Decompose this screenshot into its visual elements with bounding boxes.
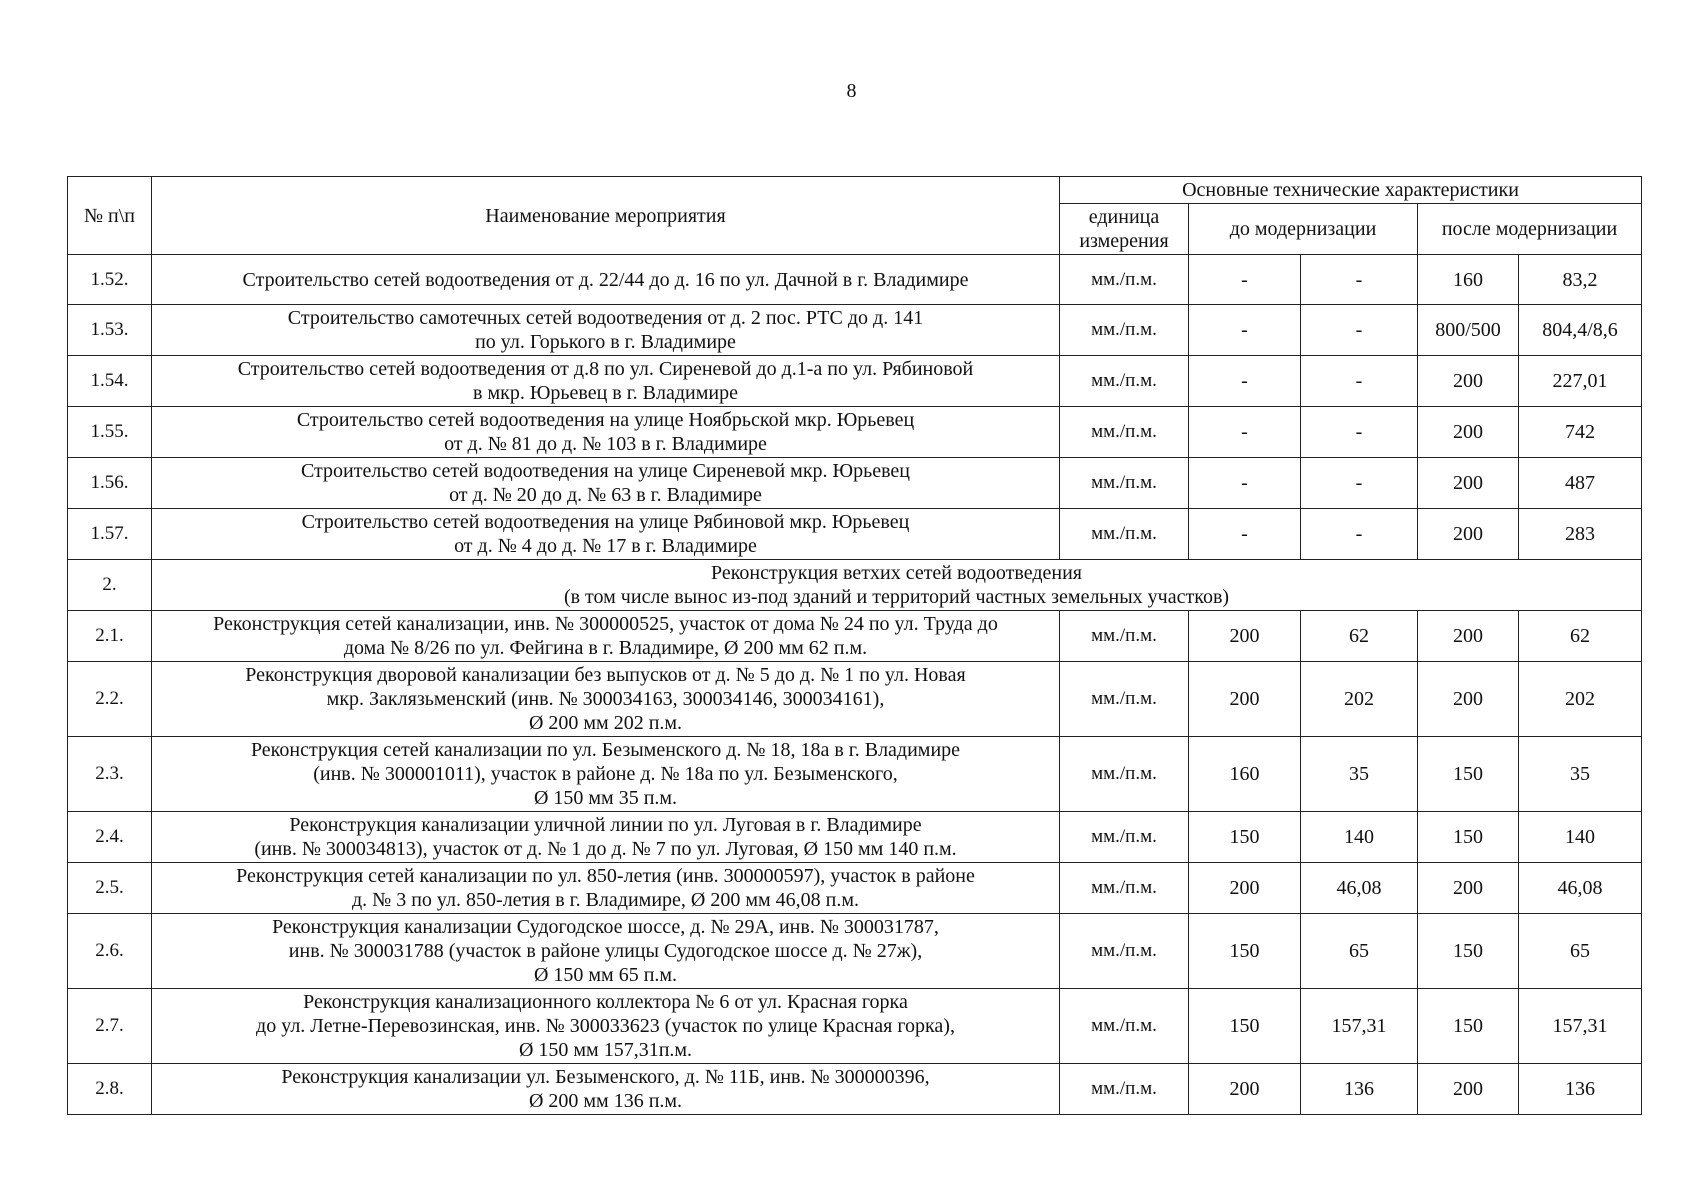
row-unit: мм./п.м.: [1060, 863, 1189, 914]
row-name-line: дома № 8/26 по ул. Фейгина в г. Владимире, Ø 200 мм 62 п.м.: [343, 637, 868, 659]
row-name-line: Реконструкция канализации уличной линии по ул. Луговая в г. Владимире: [289, 814, 922, 836]
row-name: [152, 863, 1060, 914]
before-diameter: 150: [1189, 914, 1301, 989]
header-num: № п\п: [68, 177, 152, 255]
row-name-line: Строительство сетей водоотведения на улице Ноябрьской мкр. Юрьевец: [296, 409, 915, 431]
before-length: 65: [1301, 914, 1418, 989]
row-name-line: д. № 3 по ул. 850-летия в г. Владимире, Ø 200 мм 46,08 п.м.: [351, 889, 860, 911]
row-unit: мм./п.м.: [1060, 737, 1189, 812]
before-diameter: -: [1189, 356, 1301, 407]
after-length: 227,01: [1519, 356, 1642, 407]
table-row: [68, 458, 1642, 509]
row-name-line: Реконструкция сетей канализации, инв. № 300000525, участок от дома № 24 по ул. Труда до: [213, 613, 998, 635]
row-unit: мм./п.м.: [1060, 662, 1189, 737]
row-name-line: (инв. № 300001011), участок в районе д. № 18а по ул. Безыменского,: [313, 763, 898, 785]
row-name-line: Реконструкция дворовой канализации без выпусков от д. № 5 до д. № 1 по ул. Новая: [245, 664, 966, 686]
row-name-line: Реконструкция канализационного коллектора № 6 от ул. Красная горка: [303, 991, 908, 1013]
row-name: [152, 662, 1060, 737]
row-name: [152, 458, 1060, 509]
row-number: 2.3.: [68, 737, 152, 812]
after-diameter: 200: [1418, 458, 1519, 509]
header-unit: единица измерения: [1060, 204, 1189, 255]
before-diameter: 200: [1189, 611, 1301, 662]
row-unit: мм./п.м.: [1060, 989, 1189, 1064]
after-length: 62: [1519, 611, 1642, 662]
row-unit: мм./п.м.: [1060, 356, 1189, 407]
table-row: [68, 255, 1642, 305]
after-length: 487: [1519, 458, 1642, 509]
before-diameter: -: [1189, 255, 1301, 305]
after-diameter: 160: [1418, 255, 1519, 305]
row-name-line: Ø 200 мм 202 п.м.: [528, 712, 683, 734]
row-name-line: инв. № 300031788 (участок в районе улицы Судогодское шоссе д. № 27ж),: [288, 940, 923, 962]
after-diameter: 150: [1418, 737, 1519, 812]
after-length: 65: [1519, 914, 1642, 989]
row-number: 2.4.: [68, 812, 152, 863]
after-diameter: 150: [1418, 989, 1519, 1064]
before-diameter: 150: [1189, 989, 1301, 1064]
header-name: Наименование мероприятия: [152, 177, 1060, 255]
header-group: Основные технические характеристики: [1060, 177, 1642, 204]
before-length: 202: [1301, 662, 1418, 737]
row-name: [152, 914, 1060, 989]
after-diameter: 200: [1418, 509, 1519, 560]
row-name: [152, 255, 1060, 305]
table-row: [68, 812, 1642, 863]
before-diameter: 200: [1189, 1064, 1301, 1115]
row-name-line: Реконструкция канализации ул. Безыменского, д. № 11Б, инв. № 300000396,: [281, 1066, 930, 1088]
after-length: 140: [1519, 812, 1642, 863]
section-title-line: Реконструкция ветхих сетей водоотведения: [710, 562, 1082, 584]
before-length: 140: [1301, 812, 1418, 863]
after-length: 742: [1519, 407, 1642, 458]
row-name: [152, 305, 1060, 356]
before-length: -: [1301, 407, 1418, 458]
after-diameter: 800/500: [1418, 305, 1519, 356]
row-name: [152, 356, 1060, 407]
row-name-line: Строительство сетей водоотведения от д. 22/44 до д. 16 по ул. Дачной в г. Владимире: [242, 268, 969, 291]
table-row: [68, 407, 1642, 458]
row-name-line: Реконструкция канализации Судогодское шоссе, д. № 29А, инв. № 300031787,: [272, 916, 939, 938]
before-length: 46,08: [1301, 863, 1418, 914]
after-diameter: 150: [1418, 914, 1519, 989]
section-num: 2.: [68, 560, 152, 611]
header-before: до модернизации: [1189, 204, 1418, 255]
before-diameter: 150: [1189, 812, 1301, 863]
after-diameter: 200: [1418, 863, 1519, 914]
row-name: [152, 1064, 1060, 1115]
row-number: 2.8.: [68, 1064, 152, 1115]
after-length: 83,2: [1519, 255, 1642, 305]
row-number: 2.1.: [68, 611, 152, 662]
row-number: 1.53.: [68, 305, 152, 356]
row-name-line: Ø 150 мм 35 п.м.: [533, 787, 678, 809]
after-diameter: 150: [1418, 812, 1519, 863]
row-number: 1.57.: [68, 509, 152, 560]
before-diameter: 200: [1189, 662, 1301, 737]
row-unit: мм./п.м.: [1060, 255, 1189, 305]
section-2: [68, 560, 1642, 611]
before-diameter: -: [1189, 305, 1301, 356]
after-diameter: 200: [1418, 611, 1519, 662]
before-length: 35: [1301, 737, 1418, 812]
after-length: 804,4/8,6: [1519, 305, 1642, 356]
row-unit: мм./п.м.: [1060, 305, 1189, 356]
table-row: [68, 662, 1642, 737]
row-unit: мм./п.м.: [1060, 407, 1189, 458]
row-name-line: Ø 150 мм 157,31п.м.: [518, 1039, 693, 1061]
after-length: 35: [1519, 737, 1642, 812]
table-row: [68, 1064, 1642, 1115]
table-row: [68, 356, 1642, 407]
row-name: [152, 407, 1060, 458]
after-diameter: 200: [1418, 662, 1519, 737]
after-length: 202: [1519, 662, 1642, 737]
table-row: [68, 611, 1642, 662]
row-name: [152, 812, 1060, 863]
after-length: 283: [1519, 509, 1642, 560]
before-diameter: 160: [1189, 737, 1301, 812]
after-length: 46,08: [1519, 863, 1642, 914]
row-number: 1.52.: [68, 255, 152, 305]
row-number: 1.55.: [68, 407, 152, 458]
before-length: -: [1301, 458, 1418, 509]
row-name-line: Реконструкция сетей канализации по ул. Безыменского д. № 18, 18а в г. Владимире: [250, 739, 961, 761]
after-diameter: 200: [1418, 407, 1519, 458]
after-diameter: 200: [1418, 1064, 1519, 1115]
header-after: после модернизации: [1418, 204, 1642, 255]
page-number: 8: [846, 80, 857, 102]
before-length: 157,31: [1301, 989, 1418, 1064]
measures-table: [67, 176, 1642, 1115]
row-unit: мм./п.м.: [1060, 458, 1189, 509]
row-name-line: до ул. Летне-Перевозинская, инв. № 300033623 (участок по улице Красная горка),: [256, 1015, 955, 1037]
row-name-line: по ул. Горького в г. Владимире: [475, 331, 736, 353]
section-title-line: (в том числе вынос из-под зданий и территорий частных земельных участков): [563, 586, 1230, 608]
row-name-line: Строительство сетей водоотведения на улице Рябиновой мкр. Юрьевец: [301, 511, 910, 533]
before-length: 136: [1301, 1064, 1418, 1115]
table-row: [68, 737, 1642, 812]
before-length: 62: [1301, 611, 1418, 662]
after-length: 136: [1519, 1064, 1642, 1115]
row-name-line: Ø 200 мм 136 п.м.: [528, 1090, 683, 1112]
table-row: [68, 305, 1642, 356]
row-number: 2.6.: [68, 914, 152, 989]
before-length: -: [1301, 356, 1418, 407]
row-name-line: от д. № 81 до д. № 103 в г. Владимире: [444, 433, 767, 455]
after-length: 157,31: [1519, 989, 1642, 1064]
row-number: 1.56.: [68, 458, 152, 509]
row-name-line: в мкр. Юрьевец в г. Владимире: [473, 382, 738, 404]
table-body-part2: [68, 611, 1642, 1115]
before-diameter: -: [1189, 458, 1301, 509]
row-name: [152, 509, 1060, 560]
row-number: 1.54.: [68, 356, 152, 407]
row-name-line: мкр. Заклязьменский (инв. № 300034163, 300034146, 300034161),: [326, 688, 885, 710]
row-number: 2.7.: [68, 989, 152, 1064]
row-name: [152, 737, 1060, 812]
before-length: -: [1301, 509, 1418, 560]
before-diameter: -: [1189, 509, 1301, 560]
before-length: -: [1301, 255, 1418, 305]
row-name-line: Реконструкция сетей канализации по ул. 850-летия (инв. 300000597), участок в районе: [236, 865, 975, 887]
row-name: [152, 989, 1060, 1064]
row-number: 2.5.: [68, 863, 152, 914]
section-title: [152, 560, 1642, 611]
row-unit: мм./п.м.: [1060, 611, 1189, 662]
row-name-line: Строительство сетей водоотведения на улице Сиреневой мкр. Юрьевец: [300, 460, 910, 482]
table-body-part1: [68, 255, 1642, 560]
row-name-line: от д. № 4 до д. № 17 в г. Владимире: [454, 535, 757, 557]
before-diameter: 200: [1189, 863, 1301, 914]
row-name-line: (инв. № 300034813), участок от д. № 1 до д. № 7 по ул. Луговая, Ø 150 мм 140 п.м.: [254, 838, 957, 860]
table-row: [68, 509, 1642, 560]
row-unit: мм./п.м.: [1060, 812, 1189, 863]
before-diameter: -: [1189, 407, 1301, 458]
row-unit: мм./п.м.: [1060, 914, 1189, 989]
before-length: -: [1301, 305, 1418, 356]
row-unit: мм./п.м.: [1060, 1064, 1189, 1115]
after-diameter: 200: [1418, 356, 1519, 407]
row-name: [152, 611, 1060, 662]
row-unit: мм./п.м.: [1060, 509, 1189, 560]
table-row: [68, 914, 1642, 989]
row-number: 2.2.: [68, 662, 152, 737]
table-row: [68, 863, 1642, 914]
table-row: [68, 989, 1642, 1064]
row-name-line: Строительство сетей водоотведения от д.8 по ул. Сиреневой до д.1-а по ул. Рябиновой: [237, 358, 974, 380]
row-name-line: от д. № 20 до д. № 63 в г. Владимире: [449, 484, 762, 506]
row-name-line: Ø 150 мм 65 п.м.: [533, 964, 678, 986]
row-name-line: Строительство самотечных сетей водоотведения от д. 2 пос. РТС до д. 141: [287, 307, 924, 329]
